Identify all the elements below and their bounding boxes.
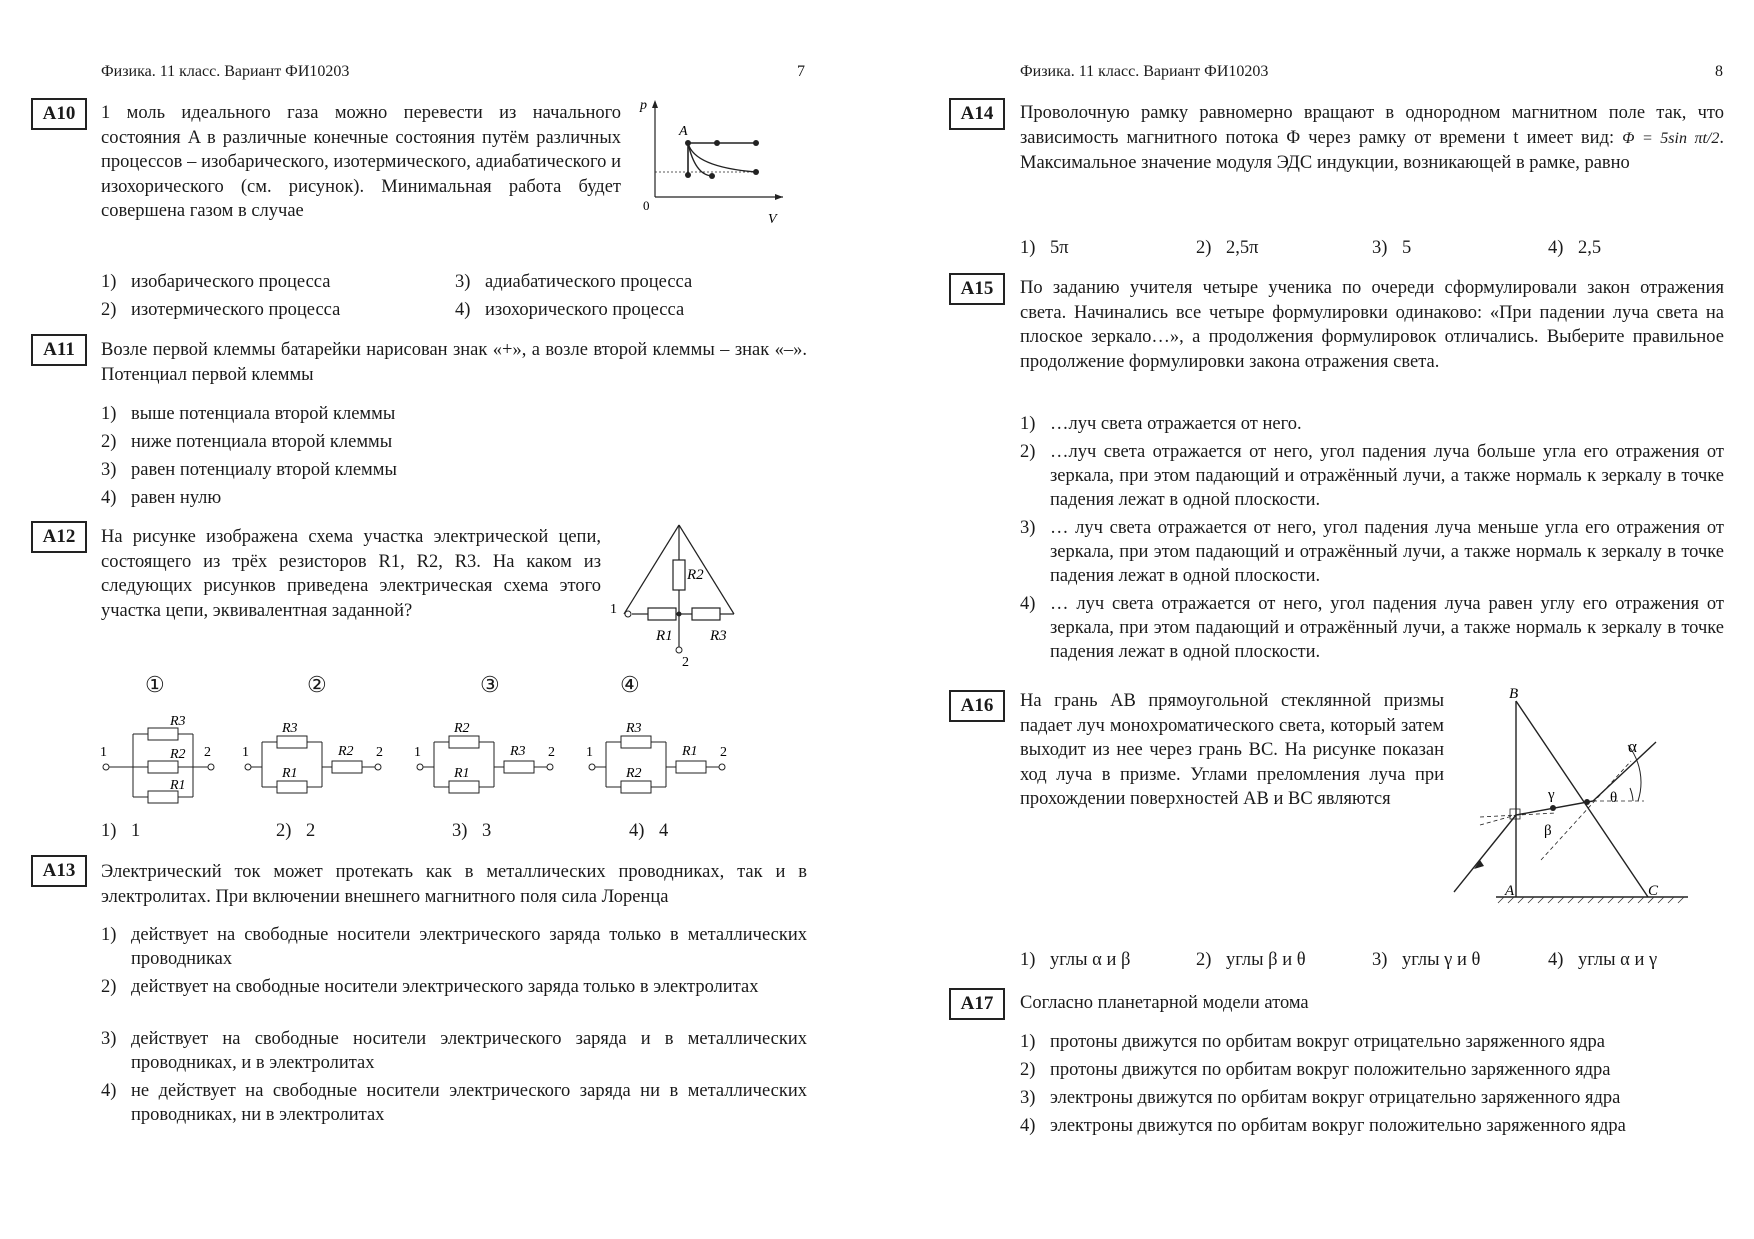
option-a16-2[interactable]: 2) углы β и θ xyxy=(1196,950,1306,970)
left-page-header: Физика. 11 класс. Вариант ФИ10203 xyxy=(101,63,350,80)
circuit-main-r3: R3 xyxy=(710,628,727,644)
diagram-number-2: ② xyxy=(307,672,327,697)
pv-point-a: A xyxy=(679,124,688,139)
question-text-a11: Возле первой клеммы батарейки нарисован знак «+», а возле второй клеммы – знак «–». Потенциал первой клеммы xyxy=(101,340,807,385)
option-a13-2[interactable]: 2) действует на свободные носители электрического заряда только в электролитах xyxy=(101,977,759,997)
circuit-option-3 xyxy=(412,712,562,802)
c3-r3: R3 xyxy=(510,744,526,759)
pv-axis-v: V xyxy=(768,212,777,227)
question-text-a12: На рисунке изображена схема участка электрической цепи, состоящего из трёх резисторов R1, R2, R3. На каком из следующих рисунков приведена электрическая схема этого участка цепи, эквивалентная заданной? xyxy=(101,527,601,621)
option-a15-3[interactable]: 3) … луч света отражается от него, угол падения луча меньше угла его отражения от зеркала, при этом падающий и отражённый лучи, а также нормаль к зеркалу в точке падения лежат в одной плоскости. xyxy=(1020,518,1724,586)
c2-r1: R1 xyxy=(282,766,298,781)
option-a17-1[interactable]: 1) протоны движутся по орбитам вокруг отрицательно заряженного ядра xyxy=(1020,1032,1605,1052)
c4-r3: R3 xyxy=(626,721,642,736)
question-text-a13: Электрический ток может протекать как в металлических проводниках, так и в электролитах. При включении внешнего магнитного поля сила Лоренца xyxy=(101,862,807,907)
question-label-a15: A15 xyxy=(949,273,1005,305)
c1-r2: R2 xyxy=(170,747,186,762)
circuit-main-terminal-1: 1 xyxy=(610,602,617,617)
circuit-option-4 xyxy=(584,712,734,802)
option-a15-4[interactable]: 4) … луч света отражается от него, угол падения луча равен углу его отражения от зеркала, при этом падающий и отражённый лучи, а также нормаль к зеркалу в точке падения лежат в одной плоскости. xyxy=(1020,594,1724,662)
circuit-main-terminal-2: 2 xyxy=(682,655,689,670)
c3-terminal-1: 1 xyxy=(414,745,421,760)
c4-terminal-1: 1 xyxy=(586,745,593,760)
circuit-main-r1: R1 xyxy=(656,628,673,644)
option-a11-2[interactable]: 2) ниже потенциала второй клеммы xyxy=(101,432,393,452)
c3-r1: R1 xyxy=(454,766,470,781)
option-a14-3[interactable]: 3) 5 xyxy=(1372,238,1412,258)
option-a10-3[interactable]: 3) адиабатического процесса xyxy=(455,272,693,292)
option-a16-4[interactable]: 4) углы α и γ xyxy=(1548,950,1658,970)
option-a14-1[interactable]: 1) 5π xyxy=(1020,238,1069,258)
diagram-number-1: ① xyxy=(145,672,165,697)
option-a12-3[interactable]: 3) 3 xyxy=(452,821,492,841)
question-text-a10: 1 моль идеального газа можно перевести из начального состояния A в различные конечные состояния путём различных процессов – изобарического, изотермического, адиабатического и изохорического (см. рисунок). Минимальная работа будет совершена газом в случае xyxy=(101,103,621,221)
question-label-a10: A10 xyxy=(31,98,87,130)
option-a13-3[interactable]: 3) действует на свободные носители электрического заряда и в металлических проводниках, и в электролитах xyxy=(101,1029,807,1073)
question-label-a17: A17 xyxy=(949,988,1005,1020)
option-a16-3[interactable]: 3) углы γ и θ xyxy=(1372,950,1481,970)
c3-r2: R2 xyxy=(454,721,470,736)
c2-r2: R2 xyxy=(338,744,354,759)
question-label-a16: A16 xyxy=(949,690,1005,722)
question-label-a13: A13 xyxy=(31,855,87,887)
circuit-main-r2: R2 xyxy=(687,567,704,583)
option-a15-1[interactable]: 1) …луч света отражается от него. xyxy=(1020,414,1302,434)
prism-diagram xyxy=(1450,685,1700,915)
option-a16-1[interactable]: 1) углы α и β xyxy=(1020,950,1131,970)
c4-terminal-2: 2 xyxy=(720,745,727,760)
option-a12-1[interactable]: 1) 1 xyxy=(101,821,141,841)
option-a12-4[interactable]: 4) 4 xyxy=(629,821,669,841)
option-a17-3[interactable]: 3) электроны движутся по орбитам вокруг отрицательно заряженного ядра xyxy=(1020,1088,1621,1108)
option-a15-2[interactable]: 2) …луч света отражается от него, угол падения луча больше угла его отражения от зеркала, при этом падающий и отражённый лучи, а также нормаль к зеркалу в точке падения лежат в одной плоскости. xyxy=(1020,442,1724,510)
option-a10-4[interactable]: 4) изохорического процесса xyxy=(455,300,685,320)
c2-terminal-2: 2 xyxy=(376,745,383,760)
c4-r2: R2 xyxy=(626,766,642,781)
c2-r3: R3 xyxy=(282,721,298,736)
prism-angle-beta: β xyxy=(1544,823,1552,839)
circuit-option-1 xyxy=(98,712,223,802)
prism-vertex-c: C xyxy=(1648,883,1659,899)
question-text-a17: Согласно планетарной модели атома xyxy=(1020,993,1309,1013)
option-a10-2[interactable]: 2) изотермического процесса xyxy=(101,300,341,320)
c1-r1: R1 xyxy=(170,778,186,793)
prism-angle-alpha: α xyxy=(1628,737,1637,756)
right-page-number: 8 xyxy=(1715,63,1723,80)
pv-origin: 0 xyxy=(643,198,650,213)
question-label-a14: A14 xyxy=(949,98,1005,130)
left-page-number: 7 xyxy=(797,63,805,80)
option-a10-1[interactable]: 1) изобарического процесса xyxy=(101,272,331,292)
question-text-a16: На грань AB прямоугольной стеклянной призмы падает луч монохроматического света, который затем выходит из нее через грань BC. На рисунке показан ход луча в призме. Углами преломления луча при прохождении поверхностей AB и BC являются xyxy=(1020,691,1444,809)
option-a13-4[interactable]: 4) не действует на свободные носители электрического заряда ни в металлических проводниках, ни в электролитах xyxy=(101,1081,807,1125)
prism-vertex-b: B xyxy=(1509,686,1519,702)
pv-diagram xyxy=(640,97,790,227)
option-a13-1[interactable]: 1) действует на свободные носители электрического заряда только в металлических проводниках xyxy=(101,925,807,969)
option-a12-2[interactable]: 2) 2 xyxy=(276,821,316,841)
diagram-number-3: ③ xyxy=(480,672,500,697)
option-a11-4[interactable]: 4) равен нулю xyxy=(101,488,222,508)
question-text-a14: Проволочную рамку равномерно вращают в однородном магнитном поле так, что зависимость магнитного потока Φ через рамку от времени t имеет вид: Φ = 5sin πt/2. Максимальное значение модуля ЭДС индукции, возникающей в рамке, равно xyxy=(1020,103,1724,173)
formula-a14: Φ = 5sin πt/2 xyxy=(1622,129,1720,147)
prism-angle-theta: θ xyxy=(1610,790,1618,806)
diagram-number-4: ④ xyxy=(620,672,640,697)
c4-r1: R1 xyxy=(682,744,698,759)
option-a11-1[interactable]: 1) выше потенциала второй клеммы xyxy=(101,404,396,424)
c2-terminal-1: 1 xyxy=(242,745,249,760)
c1-r3: R3 xyxy=(170,714,186,729)
circuit-main xyxy=(604,522,754,670)
c1-terminal-1: 1 xyxy=(100,745,107,760)
prism-angle-gamma: γ xyxy=(1548,787,1555,803)
right-page-header: Физика. 11 класс. Вариант ФИ10203 xyxy=(1020,63,1269,80)
option-a14-4[interactable]: 4) 2,5 xyxy=(1548,238,1602,258)
question-label-a11: A11 xyxy=(31,334,87,366)
question-text-a15: По заданию учителя четыре ученика по очереди сформулировали закон отражения света. Начинались все четыре формулировки одинаково: «При падении луча света на плоское зеркало…», а продолжения формулировок отличались. Выберите правильное продолжение формулировки закона отражения света. xyxy=(1020,278,1724,372)
option-a17-2[interactable]: 2) протоны движутся по орбитам вокруг положительно заряженного ядра xyxy=(1020,1060,1611,1080)
prism-vertex-a: A xyxy=(1505,883,1515,899)
pv-axis-p: p xyxy=(640,98,647,113)
option-a11-3[interactable]: 3) равен потенциалу второй клеммы xyxy=(101,460,397,480)
question-label-a12: A12 xyxy=(31,521,87,553)
option-a14-2[interactable]: 2) 2,5π xyxy=(1196,238,1259,258)
circuit-option-2 xyxy=(240,712,390,802)
c1-terminal-2: 2 xyxy=(204,745,211,760)
c3-terminal-2: 2 xyxy=(548,745,555,760)
option-a17-4[interactable]: 4) электроны движутся по орбитам вокруг положительно заряженного ядра xyxy=(1020,1116,1626,1136)
